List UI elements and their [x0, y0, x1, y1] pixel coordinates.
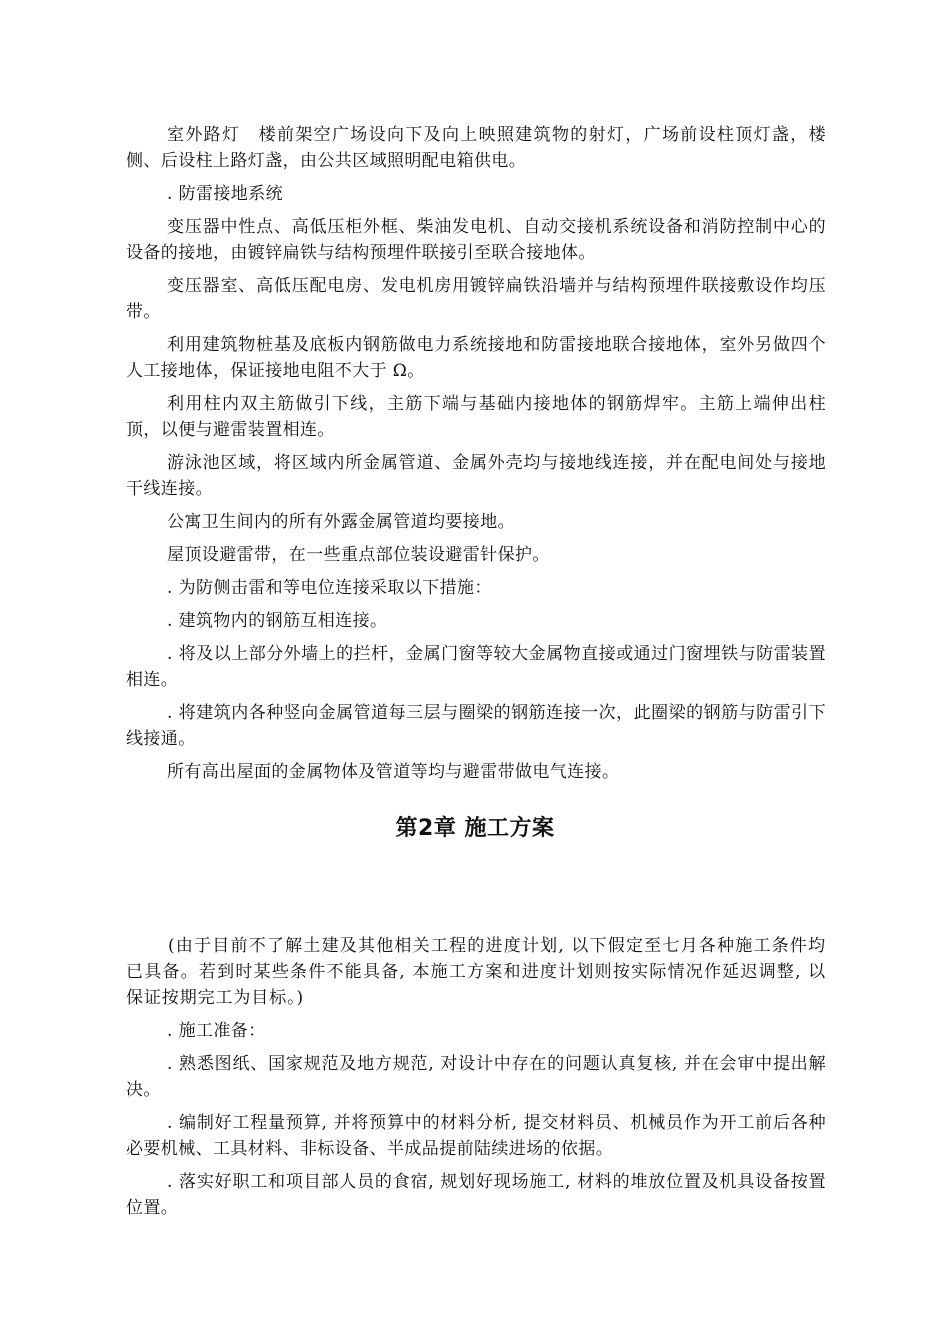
paragraph-roof-protection: 屋顶设避雷带，在一些重点部位装设避雷针保护。: [167, 545, 550, 565]
paragraph-bathroom-pipes: 公寓卫生间内的所有外露金属管道均要接地。: [167, 512, 515, 532]
subheading-construction-preparation: . 施工准备：: [167, 1021, 266, 1041]
list-item-drawings-review: . 熟悉图纸、国家规范及地方规范, 对设计中存在的问题认真复核, 并在会审中提出解决。: [126, 1054, 826, 1100]
lightning-protection-section: [126, 122, 826, 792]
list-item-accommodation-site-plan: . 落实好职工和项目部人员的食宿, 规划好现场施工, 材料的堆放位置及机具设备按置位置。: [126, 1172, 826, 1218]
paragraph-roof-metal-bonding: 所有高出屋面的金属物体及管道等均与避雷带做电气连接。: [167, 762, 620, 782]
subheading-side-strike-measures: . 为防侧击雷和等电位连接采取以下措施：: [167, 578, 492, 598]
paragraph-schedule-assumption: (由于目前不了解土建及其他相关工程的进度计划, 以下假定至七月各种施工条件均已具备。若到时某些条件不能具备, 本施工方案和进度计划则按实际情况作延迟调整, 以保证按期完工为目标。): [126, 936, 826, 1008]
paragraph-pool-area: 游泳池区域，将区域内所金属管道、金属外壳均与接地线连接，并在配电间处与接地干线连接。: [126, 453, 826, 499]
list-item-rebar-bonding: . 建筑物内的钢筋互相连接。: [167, 611, 388, 631]
chapter-heading: 第2章 施工方案: [395, 816, 555, 841]
subheading-grounding-system: . 防雷接地系统: [167, 184, 284, 204]
paragraph-outdoor-lighting: 室外路灯 楼前架空广场设向下及向上映照建筑物的射灯，广场前设柱顶灯盏，楼侧、后设柱上路灯盏，由公共区域照明配电箱供电。: [126, 125, 826, 171]
paragraph-equipment-grounding: 变压器中性点、高低压柜外框、柴油发电机、自动交接机系统设备和消防控制中心的设备的接地，由镀锌扁铁与结构预埋件联接引至联合接地体。: [126, 217, 826, 263]
paragraph-down-conductor: 利用柱内双主筋做引下线，主筋下端与基础内接地体的钢筋焊牢。主筋上端伸出柱顶，以便与避雷装置相连。: [126, 394, 826, 440]
paragraph-combined-grounding: 利用建筑物桩基及底板内钢筋做电力系统接地和防雷接地联合接地体，室外另做四个人工接地体，保证接地电阻不大于 Ω。: [126, 335, 826, 381]
paragraph-equalizing-strip: 变压器室、高低压配电房、发电机房用镀锌扁铁沿墙并与结构预埋件联接敷设作均压带。: [126, 276, 826, 322]
construction-plan-section: [126, 933, 826, 1228]
list-item-vertical-pipes: . 将建筑内各种竖向金属管道每三层与圈梁的钢筋连接一次，此圈梁的钢筋与防雷引下线接通。: [126, 703, 826, 749]
list-item-railings-windows: . 将及以上部分外墙上的拦杆，金属门窗等较大金属物直接或通过门窗埋铁与防雷装置相连。: [126, 644, 826, 690]
list-item-budget-preparation: . 编制好工程量预算, 并将预算中的材料分析, 提交材料员、机械员作为开工前后各种必要机械、工具材料、非标设备、半成品提前陆续进场的依据。: [126, 1113, 826, 1159]
